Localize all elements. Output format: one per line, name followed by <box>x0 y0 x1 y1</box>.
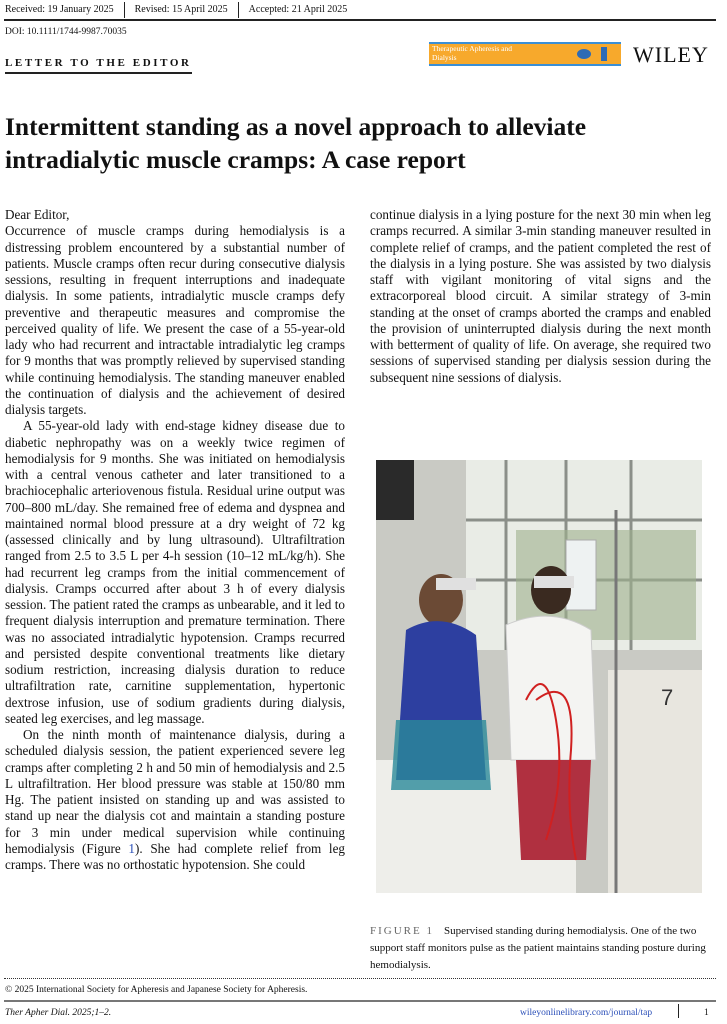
dialysis-machine <box>608 670 702 893</box>
journal-link[interactable]: wileyonlinelibrary.com/journal/tap <box>520 1008 653 1018</box>
staff-uniform <box>506 616 596 760</box>
accepted-date: Accepted: 21 April 2025 <box>248 4 348 15</box>
salutation: Dear Editor, <box>5 207 70 222</box>
article-title: Intermittent standing as a novel approach to alleviate intradialytic muscle cramps: A case report <box>5 112 587 174</box>
caption-text: Supervised standing during hemodialysis. One of the two support staff monitors pulse as the patient maintains standing posture during hemodialysis. <box>370 925 706 971</box>
received-date: Received: 19 January 2025 <box>5 2 125 18</box>
footer-rule <box>4 1000 716 1002</box>
figure-label: FIGURE 1 <box>370 925 434 937</box>
footer-dotted-rule <box>4 978 716 979</box>
citation: Ther Apher Dial. 2025;1–2. <box>5 1008 112 1018</box>
jsfa-logo-icon <box>601 47 607 61</box>
staff-head <box>531 566 571 614</box>
journal-banner <box>429 42 621 66</box>
section-label: LETTER TO THE EDITOR <box>5 57 192 74</box>
paragraph-event <box>5 727 345 873</box>
paragraph-intro: Occurrence of muscle cramps during hemodialysis is a distressing problem encountered by a substantial number of patients. Muscle cramps often recur during consecutive dialysis sessions, resulting in frequent interruptions and inadequate dialysis. In some patients, intradialytic muscle cramps defy preventive and therapeutic measures and compromise the perceived quality of life. We present the case of a 55-year-old lady who had recurrent and intractable intradialytic leg cramps for 9 months that was promptly relieved by supervised standing while continuing hemodialysis. The standing maneuver enabled the continuation of dialysis and the achievement of desired dialysis targets. <box>5 223 345 417</box>
figure-caption <box>370 923 710 974</box>
doi[interactable]: DOI: 10.1111/1744-9987.70035 <box>5 27 127 37</box>
machine-number: 7 <box>661 685 674 710</box>
iv-bag <box>566 540 596 610</box>
page-number: 1 <box>704 1008 709 1018</box>
face-blur <box>436 578 476 590</box>
left-column <box>5 207 345 873</box>
copyright: © 2025 International Society for Apheresis and Japanese Society for Apheresis. <box>5 985 308 995</box>
paragraph-text: ). She had complete relief from leg cramps. There was no orthostatic hypotension. She could <box>5 840 345 872</box>
paragraph-continued: continue dialysis in a lying posture for the next 30 min when leg cramps recurred. A similar 3-min standing maneuver resulted in complete relief of cramps, and the patient completed the rest of the dialysis in a lying posture. She was assisted by two dialysis staff with vigilant monitoring of vital signs and the extracorporeal blood circuit. A similar strategy of 3-min standing at the onset of cramps aborted the cramps and enabled the provision of uninterrupted dialysis during the next month with betterment of quality of life. On average, she required two sessions of supervised standing per dialysis session during the subsequent nine sessions of dialysis. <box>370 207 711 385</box>
footer-separator <box>678 1004 679 1018</box>
revised-date: Revised: 15 April 2025 <box>125 2 239 18</box>
header-rule <box>4 19 716 21</box>
isfa-logo-icon <box>577 49 591 59</box>
article-dates <box>5 2 357 18</box>
journal-name: Therapeutic Apheresis and Dialysis <box>432 44 512 62</box>
figure-photo <box>376 460 702 893</box>
figure-ref-link[interactable]: 1 <box>128 840 135 856</box>
monitor-screen <box>376 460 414 520</box>
paragraph-case: A 55-year-old lady with end-stage kidney disease due to diabetic nephropathy was on a weekly twice regimen of hemodialysis for 9 months. She was initiated on hemodialysis with a central venous catheter and later transitioned to a brachiocephalic arteriovenous fistula. Residual urine output was 700–800 mL/day. She remained free of edema and dyspnea and maintained normal blood pressure at a dry weight of 72 kg (assessed clinically and by lung ultrasound). Ultrafiltration ranged from 2.5 to 3.5 L per 4-h session (10–12 mL/kg/h). She had recurrent leg cramps from the initial commencement of dialysis. Cramps occurred after about 3 h of every dialysis session. The patient rated the cramps as unbearable, and it led to frequent dialysis interruption and premature termination. There was no associated intradialytic hypotension. Cramps recurred and persisted despite conventional treatments like dietary sodium restriction, increasing dialysis duration to reduce ultrafiltration rate, carnitine supplementation, hypertonic dextrose infusion, use of sodium gradients during dialysis, seated leg exercises, and leg massage. <box>5 418 345 726</box>
paragraph-text: On the ninth month of maintenance dialysis, during a scheduled dialysis session, the patient experienced severe leg cramps after completing 2 h and 50 min of hemodialysis and 2.5 L ultrafiltration. Her blood pressure was stable at 150/80 mm Hg. The patient insisted on standing up and was assisted to stand up near the dialysis cot and maintain a standing posture for 3 min under medical supervision while continuing hemodialysis (Figure <box>5 727 345 856</box>
right-column <box>370 207 711 386</box>
photo-illustration <box>376 460 702 893</box>
publisher-logo: WILEY <box>633 42 709 67</box>
